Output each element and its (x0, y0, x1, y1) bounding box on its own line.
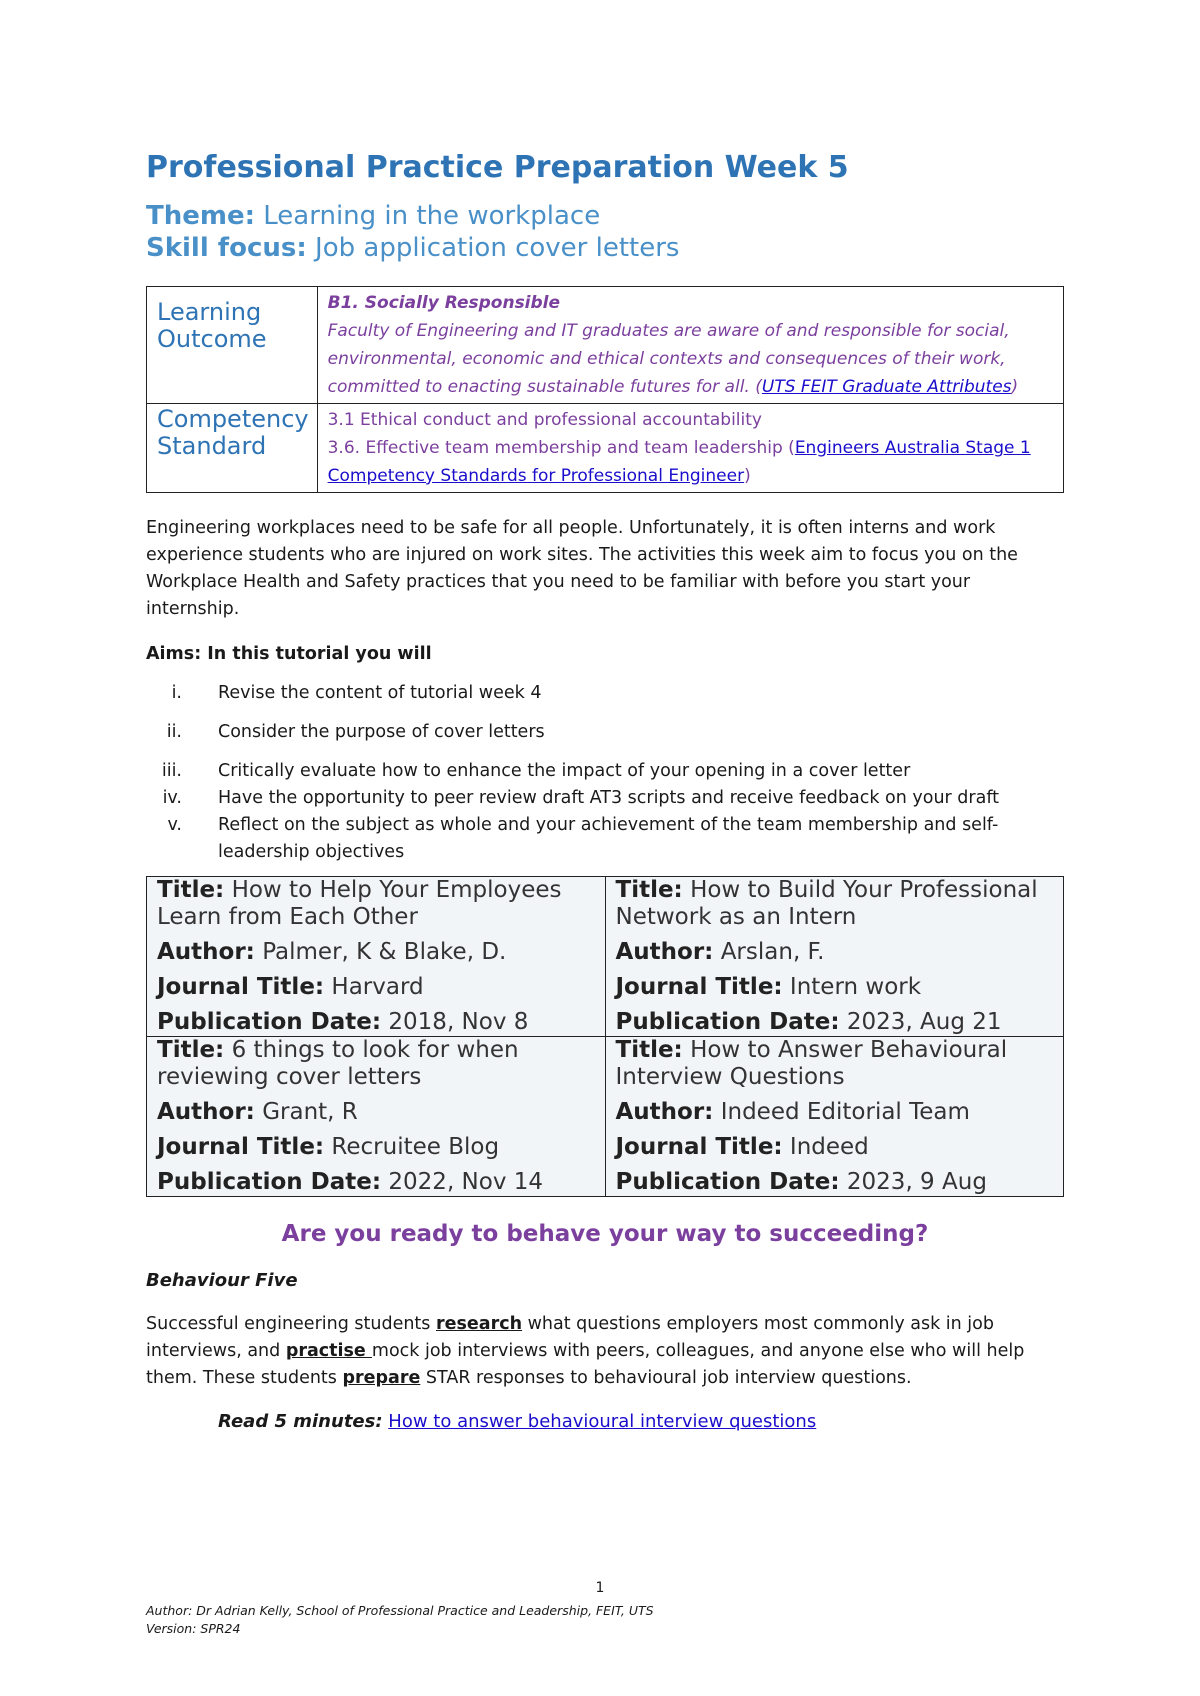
date-label: Publication Date: (157, 1009, 382, 1035)
page-footer (146, 1602, 654, 1638)
author-value: Palmer, K & Blake, D. (262, 939, 507, 965)
title-value: How to Build Your Professional Network as an Intern (615, 877, 1038, 930)
reference-title (616, 877, 1054, 931)
footer-author: Author: Dr Adrian Kelly, School of Professional Practice and Leadership, FEIT, UTS (146, 1603, 654, 1618)
keyword-research: research (435, 1314, 523, 1334)
journal-value: Recruitee Blog (331, 1134, 500, 1160)
reference-journal (616, 1134, 1054, 1161)
b1-close: ) (1011, 377, 1019, 397)
list-item-number: v. (167, 815, 182, 835)
document-page (146, 150, 1064, 1436)
theme-value: Learning in the workplace (263, 201, 601, 231)
reference-journal (157, 974, 595, 1001)
behaviour-text-4: STAR responses to behavioural job interview questions. (420, 1368, 912, 1388)
date-value: 2023, Aug 21 (846, 1009, 1002, 1035)
title-label: Title: (157, 877, 225, 903)
title-value: 6 things to look for when reviewing cover letters (157, 1037, 519, 1090)
skill-focus-value: Job application cover letters (315, 233, 680, 263)
journal-value: Indeed (789, 1134, 869, 1160)
behaviour-text-2: what questions employers most commonly ask in job interviews, and (146, 1314, 994, 1361)
page-title: Professional Practice Preparation Week 5 (146, 150, 849, 185)
journal-value: Intern work (789, 974, 922, 1000)
reference-author (616, 1099, 1054, 1126)
list-item-text: Revise the content of tutorial week 4 (218, 683, 542, 703)
b1-description (328, 317, 1053, 401)
learning-outcome-cell (317, 287, 1063, 404)
references-row (147, 1037, 1064, 1197)
reference-date (616, 1009, 1054, 1036)
b1-text: Faculty of Engineering and IT graduates are aware of and responsible for social, environmental, economic and ethical contexts and consequences of their work, committed to enacting sustainable futures for all. ( (327, 321, 1010, 397)
engineers-australia-link[interactable]: Engineers Australia Stage 1 Competency Standards for Professional Engineer (327, 438, 1031, 486)
reference-journal (157, 1134, 595, 1161)
references-row (147, 877, 1064, 1037)
competency-cell (317, 404, 1063, 493)
title-label: Title: (615, 1037, 683, 1063)
list-item (146, 812, 1064, 866)
date-value: 2018, Nov 8 (388, 1009, 529, 1035)
behaviour-paragraph (146, 1311, 1064, 1392)
date-value: 2023, 9 Aug (846, 1169, 987, 1195)
skill-focus-label: Skill focus: (146, 233, 307, 263)
list-item-number: ii. (166, 722, 182, 742)
list-item-text: Consider the purpose of cover letters (218, 722, 545, 742)
competency-3-6-close: ) (744, 466, 751, 486)
reference-author (157, 1099, 595, 1126)
journal-label: Journal Title: (615, 1134, 783, 1160)
journal-label: Journal Title: (157, 974, 325, 1000)
date-label: Publication Date: (157, 1169, 382, 1195)
aims-list (146, 680, 1064, 866)
date-value: 2022, Nov 14 (388, 1169, 544, 1195)
keyword-prepare: prepare (342, 1368, 421, 1388)
references-table (146, 876, 1064, 1197)
list-item (146, 785, 1064, 812)
competency-row (147, 404, 1064, 493)
behaviour-heading: Behaviour Five (146, 1270, 298, 1291)
outcomes-table (146, 286, 1064, 493)
author-label: Author: (615, 939, 714, 965)
keyword-practise: practise (285, 1341, 372, 1361)
behaviour-callout: Are you ready to behave your way to succeeding? (281, 1221, 929, 1247)
reference-title (157, 877, 595, 931)
aims-heading: Aims: In this tutorial you will (146, 644, 432, 664)
reference-title (616, 1037, 1054, 1091)
list-item-text: Have the opportunity to peer review draft AT3 scripts and receive feedback on your draft (218, 788, 1000, 808)
list-item-number: iii. (161, 761, 182, 781)
title-value: How to Answer Behavioural Interview Questions (615, 1037, 1008, 1090)
title-label: Title: (615, 877, 683, 903)
competency-3-1: 3.1 Ethical conduct and professional accountability (327, 410, 762, 430)
list-item (146, 680, 1064, 707)
title-label: Title: (157, 1037, 225, 1063)
theme-label: Theme: (146, 201, 256, 231)
reference-cell (605, 1037, 1064, 1197)
competency-label: Competency Standard (147, 404, 318, 493)
read-label: Read 5 minutes: (218, 1411, 383, 1432)
reference-author (616, 939, 1054, 966)
reference-date (616, 1169, 1054, 1196)
footer-version: Version: SPR24 (146, 1621, 241, 1636)
reference-cell (605, 877, 1064, 1037)
author-value: Arslan, F. (720, 939, 825, 965)
list-item-number: i. (171, 683, 182, 703)
behaviour-text-3: mock job interviews with peers, colleagues, and anyone else who will help them. These students (146, 1341, 1025, 1388)
author-value: Indeed Editorial Team (720, 1099, 970, 1125)
reference-cell (147, 1037, 606, 1197)
reference-date (157, 1009, 595, 1036)
theme-line (146, 200, 1064, 232)
behaviour-text-1: Successful engineering students (146, 1314, 436, 1334)
journal-value: Harvard (331, 974, 424, 1000)
reference-journal (616, 974, 1054, 1001)
competency-3-6 (328, 434, 1053, 490)
journal-label: Journal Title: (615, 974, 783, 1000)
list-item (146, 719, 1064, 746)
competency-3-6-text: 3.6. Effective team membership and team leadership ( (327, 438, 795, 458)
list-item-text: Reflect on the subject as whole and your achievement of the team membership and self-leadership objectives (218, 815, 999, 862)
list-item-text: Critically evaluate how to enhance the impact of your opening in a cover letter (218, 761, 911, 781)
author-label: Author: (615, 1099, 714, 1125)
reference-cell (147, 877, 606, 1037)
behavioural-questions-link[interactable]: How to answer behavioural interview questions (388, 1411, 817, 1432)
b1-title: B1. Socially Responsible (327, 293, 561, 313)
journal-label: Journal Title: (157, 1134, 325, 1160)
author-label: Author: (157, 1099, 255, 1125)
date-label: Publication Date: (615, 1169, 840, 1195)
learning-outcome-row (147, 287, 1064, 404)
list-item-number: iv. (162, 788, 182, 808)
intro-paragraph: Engineering workplaces need to be safe for all people. Unfortunately, it is often interns and work experience students who are injured on work sites. The activities this week aim to focus you on the Workplace Health and Safety practices that you need to be familiar with before you start your internship. (146, 518, 1018, 619)
author-label: Author: (157, 939, 255, 965)
learning-outcome-label: Learning Outcome (147, 287, 318, 404)
title-value: How to Help Your Employees Learn from Each Other (157, 877, 562, 930)
read-line (218, 1408, 1064, 1436)
page-number: 1 (595, 1580, 605, 1596)
list-item (146, 758, 1064, 785)
author-value: Grant, R (262, 1099, 358, 1125)
reference-author (157, 939, 595, 966)
date-label: Publication Date: (615, 1009, 840, 1035)
graduate-attributes-link[interactable]: UTS FEIT Graduate Attributes (761, 377, 1012, 397)
reference-date (157, 1169, 595, 1196)
skill-focus-line (146, 232, 1064, 264)
reference-title (157, 1037, 595, 1091)
